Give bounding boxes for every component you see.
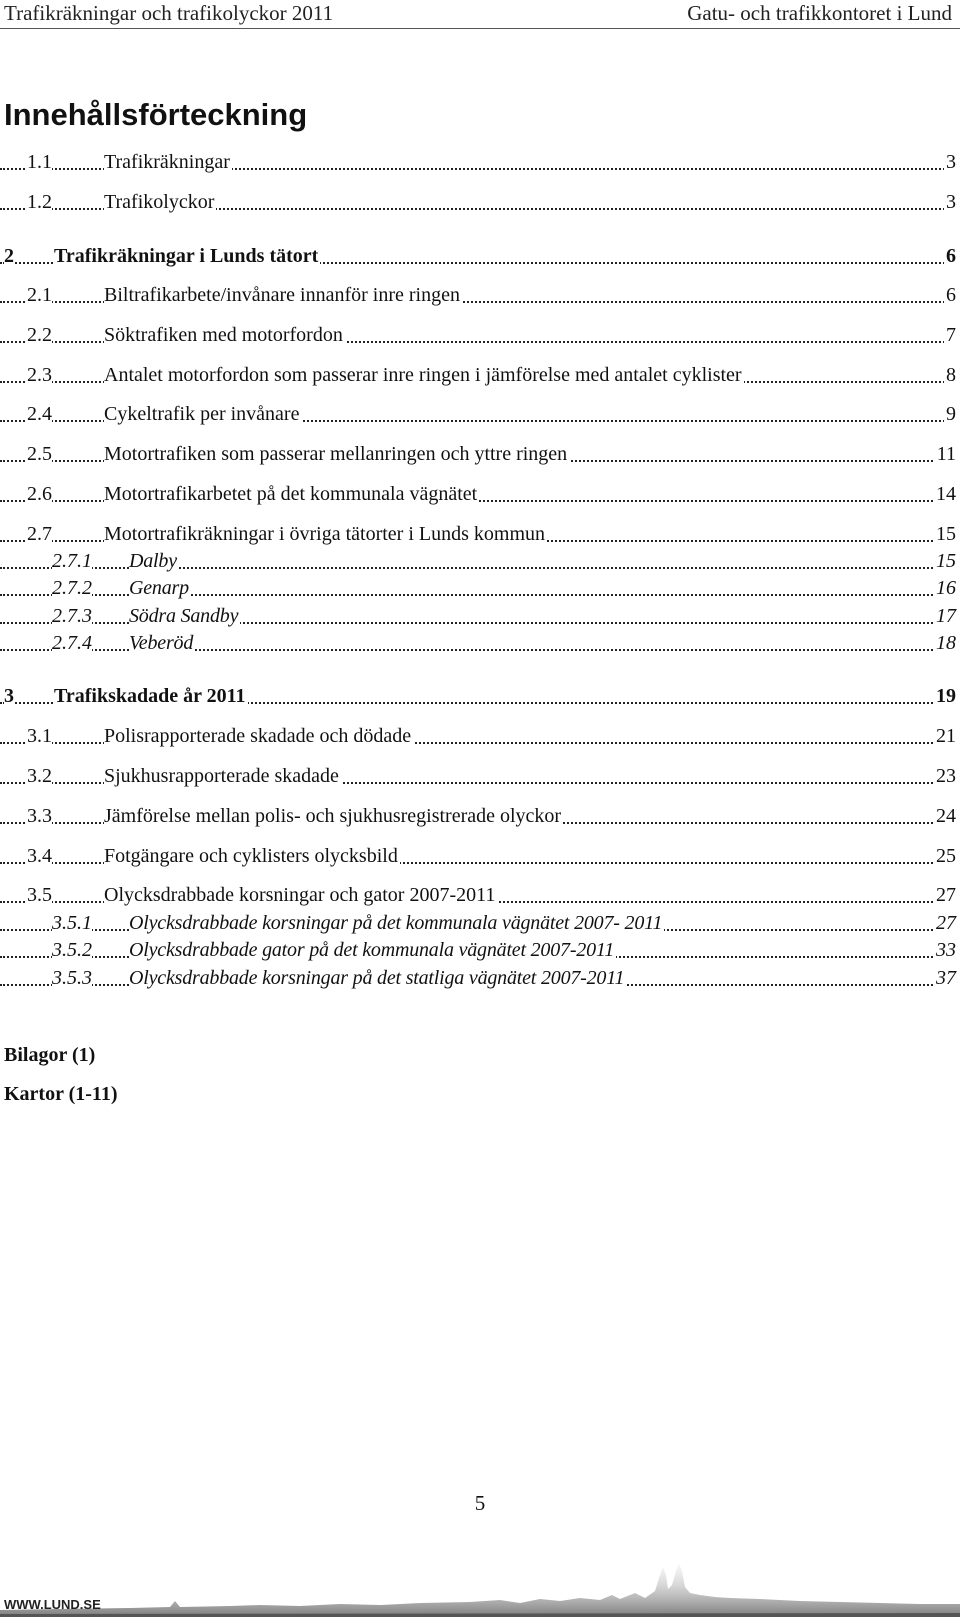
toc-entry[interactable]	[0, 877, 956, 907]
toc-chapter-number: 3	[4, 685, 14, 707]
toc-subentry-title: Veberöd	[129, 632, 194, 654]
toc-chapter-page: 19	[936, 685, 956, 707]
toc-subentry-number: 2.7.4	[52, 632, 92, 654]
toc-subentry-number: 2.7.3	[52, 605, 92, 627]
appendix-kartor[interactable]: Kartor (1-11)	[4, 1083, 118, 1105]
toc-entry-number: 2.6	[27, 483, 52, 505]
toc-entry-page: 6	[946, 284, 956, 306]
toc-subentry-page: 37	[936, 967, 956, 989]
toc-chapter-page: 6	[946, 245, 956, 267]
toc-entry-page: 3	[946, 191, 956, 213]
footer-website-link[interactable]: WWW.LUND.SE	[4, 1597, 101, 1612]
toc-subentry[interactable]	[0, 625, 956, 655]
toc-subentry-title: Södra Sandby	[129, 605, 239, 627]
toc-entry[interactable]	[0, 798, 956, 828]
toc-entry-page: 21	[936, 725, 956, 747]
toc-entry-title: Polisrapporterade skadade och dödade	[104, 725, 412, 747]
toc-entry-title: Söktrafiken med motorfordon	[104, 324, 343, 346]
toc-entry-page: 8	[946, 364, 956, 386]
toc-entry-title: Trafikolyckor	[104, 191, 215, 213]
toc-chapter[interactable]	[0, 678, 956, 708]
toc-entry-title: Biltrafikarbete/invånare innanför inre ringen	[104, 284, 460, 306]
toc-entry-title: Jämförelse mellan polis- och sjukhusregistrerade olyckor	[104, 805, 562, 827]
toc-entry-number: 2.3	[27, 364, 52, 386]
toc-subentry-title: Genarp	[129, 577, 189, 599]
toc-subentry-number: 2.7.2	[52, 577, 92, 599]
toc-entry-page: 3	[946, 151, 956, 173]
toc-subentry-title: Olycksdrabbade korsningar på det kommunala vägnätet 2007- 2011	[129, 912, 663, 934]
toc-entry-number: 3.5	[27, 884, 52, 906]
toc-subentry-number: 3.5.3	[52, 967, 92, 989]
toc-entry-title: Motortrafiken som passerar mellanringen och yttre ringen	[104, 443, 568, 465]
toc-entry-number: 2.1	[27, 284, 52, 306]
toc-subentry-title: Olycksdrabbade korsningar på det statliga vägnätet 2007-2011	[129, 967, 625, 989]
toc-subentry[interactable]	[0, 932, 956, 962]
toc-entry-page: 9	[946, 403, 956, 425]
toc-entry[interactable]	[0, 357, 956, 387]
toc-entry-title: Fotgängare och cyklisters olycksbild	[104, 845, 398, 867]
toc-entry-number: 3.3	[27, 805, 52, 827]
toc-chapter-number: 2	[4, 245, 14, 267]
toc-entry[interactable]	[0, 317, 956, 347]
toc-title: Innehållsförteckning	[4, 97, 308, 132]
toc-subentry-number: 3.5.1	[52, 912, 92, 934]
toc-entry-number: 3.4	[27, 845, 52, 867]
toc-subentry-page: 15	[936, 550, 956, 572]
toc-entry-page: 7	[946, 324, 956, 346]
toc-entry-title: Motortrafikräkningar i övriga tätorter i Lunds kommun	[104, 523, 546, 545]
appendix-bilagor[interactable]: Bilagor (1)	[4, 1044, 96, 1066]
toc-entry-number: 2.7	[27, 523, 52, 545]
toc-entry[interactable]	[0, 758, 956, 788]
toc-entry-title: Cykeltrafik per invånare	[104, 403, 300, 425]
header-document-title: Trafikräkningar och trafikolyckor 2011	[4, 1, 334, 25]
toc-entry[interactable]	[0, 277, 956, 307]
toc-entry-page: 27	[936, 884, 956, 906]
toc-entry-number: 2.5	[27, 443, 52, 465]
toc-entry-number: 3.2	[27, 765, 52, 787]
toc-entry-page: 25	[936, 845, 956, 867]
toc-subentry-page: 33	[936, 939, 956, 961]
toc-entry-title: Antalet motorfordon som passerar inre ringen i jämförelse med antalet cyklister	[104, 364, 742, 386]
toc-entry-title: Sjukhusrapporterade skadade	[104, 765, 339, 787]
page-number: 5	[474, 1491, 486, 1515]
toc-subentry-page: 18	[936, 632, 956, 654]
toc-entry-page: 14	[936, 483, 956, 505]
toc-entry-number: 1.2	[27, 191, 52, 213]
toc-entry-page: 15	[936, 523, 956, 545]
toc-subentry[interactable]	[0, 905, 956, 935]
toc-entry[interactable]	[0, 184, 956, 214]
toc-subentry[interactable]	[0, 960, 956, 990]
toc-entry[interactable]	[0, 516, 956, 546]
toc-entry-page: 23	[936, 765, 956, 787]
toc-subentry-title: Olycksdrabbade gator på det kommunala vägnätet 2007-2011	[129, 939, 615, 961]
toc-entry[interactable]	[0, 396, 956, 426]
toc-entry-title: Trafikräkningar	[104, 151, 230, 173]
toc-entry-number: 2.4	[27, 403, 52, 425]
toc-entry[interactable]	[0, 476, 956, 506]
toc-subentry-page: 17	[936, 605, 956, 627]
page-header	[0, 0, 960, 29]
toc-entry-number: 1.1	[27, 151, 52, 173]
toc-subentry[interactable]	[0, 598, 956, 628]
toc-entry-number: 2.2	[27, 324, 52, 346]
toc-chapter-title: Trafikskadade år 2011	[54, 685, 246, 707]
toc-subentry-page: 16	[936, 577, 956, 599]
toc-chapter[interactable]	[0, 238, 956, 268]
toc-subentry-number: 2.7.1	[52, 550, 92, 572]
toc-entry-page: 24	[936, 805, 956, 827]
toc-entry[interactable]	[0, 436, 956, 466]
toc-subentry[interactable]	[0, 570, 956, 600]
lund-skyline-icon	[0, 1515, 960, 1617]
toc-entry-page: 11	[936, 443, 956, 465]
toc-subentry-number: 3.5.2	[52, 939, 92, 961]
toc-entry[interactable]	[0, 718, 956, 748]
toc-subentry-page: 27	[936, 912, 956, 934]
header-department: Gatu- och trafikkontoret i Lund	[687, 1, 952, 25]
toc-subentry[interactable]	[0, 543, 956, 573]
toc-entry[interactable]	[0, 144, 956, 174]
toc-entry-number: 3.1	[27, 725, 52, 747]
toc-entry-title: Olycksdrabbade korsningar och gator 2007-2011	[104, 884, 496, 906]
toc-chapter-title: Trafikräkningar i Lunds tätort	[54, 245, 319, 267]
toc-entry[interactable]	[0, 838, 956, 868]
toc-subentry-title: Dalby	[129, 550, 177, 572]
toc-entry-title: Motortrafikarbetet på det kommunala vägnätet	[104, 483, 478, 505]
